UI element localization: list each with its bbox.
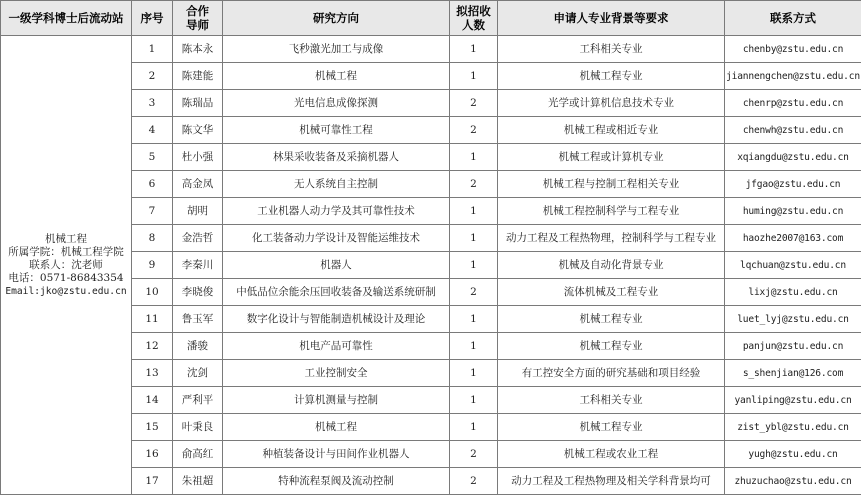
cell-supervisor: 李晓俊 [173, 279, 223, 306]
department-email: Email:jko@zstu.edu.cn [1, 285, 131, 298]
cell-contact: jiannengchen@zstu.edu.cn [725, 63, 861, 90]
cell-quota: 1 [450, 36, 498, 63]
cell-supervisor: 陈本永 [173, 36, 223, 63]
cell-contact: s_shenjian@126.com [725, 360, 861, 387]
cell-direction: 计算机测量与控制 [223, 387, 450, 414]
cell-background: 机械工程控制科学与工程专业 [498, 198, 725, 225]
cell-background: 动力工程及工程热物理及相关学科背景均可 [498, 468, 725, 495]
cell-background: 机械工程专业 [498, 63, 725, 90]
cell-quota: 1 [450, 333, 498, 360]
cell-supervisor: 沈剑 [173, 360, 223, 387]
cell-direction: 机器人 [223, 252, 450, 279]
cell-no: 11 [132, 306, 173, 333]
cell-background: 机械工程或计算机专业 [498, 144, 725, 171]
cell-background: 工科相关专业 [498, 36, 725, 63]
cell-direction: 工业控制安全 [223, 360, 450, 387]
cell-quota: 2 [450, 117, 498, 144]
cell-contact: chenwh@zstu.edu.cn [725, 117, 861, 144]
cell-quota: 1 [450, 252, 498, 279]
cell-direction: 无人系统自主控制 [223, 171, 450, 198]
cell-direction: 中低品位余能余压回收装备及输送系统研制 [223, 279, 450, 306]
cell-supervisor: 陈瑞品 [173, 90, 223, 117]
cell-direction: 工业机器人动力学及其可靠性技术 [223, 198, 450, 225]
cell-background: 动力工程及工程热物理，控制科学与工程专业 [498, 225, 725, 252]
cell-contact: zhuzuchao@zstu.edu.cn [725, 468, 861, 495]
header-quota [450, 1, 498, 36]
cell-background: 机械工程或农业工程 [498, 441, 725, 468]
cell-quota: 2 [450, 468, 498, 495]
cell-no: 5 [132, 144, 173, 171]
cell-no: 7 [132, 198, 173, 225]
cell-supervisor: 叶秉良 [173, 414, 223, 441]
cell-contact: haozhe2007@163.com [725, 225, 861, 252]
cell-background: 机械工程或相近专业 [498, 117, 725, 144]
cell-no: 9 [132, 252, 173, 279]
header-background: 申请人专业背景等要求 [498, 1, 725, 36]
cell-direction: 机械可靠性工程 [223, 117, 450, 144]
cell-quota: 1 [450, 225, 498, 252]
cell-background: 有工控安全方面的研究基础和项目经验 [498, 360, 725, 387]
header-no: 序号 [132, 1, 173, 36]
header-supervisor-label: 合作导师 [184, 4, 212, 32]
cell-background: 光学或计算机信息技术专业 [498, 90, 725, 117]
header-quota-label: 拟招收人数 [454, 4, 494, 32]
cell-direction: 光电信息成像探测 [223, 90, 450, 117]
cell-no: 8 [132, 225, 173, 252]
cell-supervisor: 俞高红 [173, 441, 223, 468]
cell-no: 2 [132, 63, 173, 90]
cell-contact: chenby@zstu.edu.cn [725, 36, 861, 63]
cell-quota: 2 [450, 441, 498, 468]
cell-supervisor: 李秦川 [173, 252, 223, 279]
department-person: 联系人：沈老师 [1, 259, 131, 272]
header-supervisor [173, 1, 223, 36]
cell-contact: chenrp@zstu.edu.cn [725, 90, 861, 117]
cell-quota: 1 [450, 414, 498, 441]
cell-background: 机械工程专业 [498, 306, 725, 333]
cell-direction: 种植装备设计与田间作业机器人 [223, 441, 450, 468]
cell-no: 15 [132, 414, 173, 441]
cell-background: 工科相关专业 [498, 387, 725, 414]
cell-quota: 1 [450, 198, 498, 225]
cell-quota: 2 [450, 279, 498, 306]
header-row [1, 1, 861, 36]
cell-supervisor: 严利平 [173, 387, 223, 414]
cell-supervisor: 高金凤 [173, 171, 223, 198]
department-info [1, 36, 132, 495]
cell-quota: 1 [450, 144, 498, 171]
cell-contact: xqiangdu@zstu.edu.cn [725, 144, 861, 171]
cell-background: 机械工程专业 [498, 414, 725, 441]
cell-supervisor: 胡明 [173, 198, 223, 225]
cell-contact: lqchuan@zstu.edu.cn [725, 252, 861, 279]
cell-quota: 1 [450, 387, 498, 414]
table-body [1, 36, 861, 495]
cell-no: 4 [132, 117, 173, 144]
cell-contact: yanliping@zstu.edu.cn [725, 387, 861, 414]
cell-supervisor: 鲁玉军 [173, 306, 223, 333]
department-name: 机械工程 [1, 233, 131, 246]
cell-contact: huming@zstu.edu.cn [725, 198, 861, 225]
header-station: 一级学科博士后流动站 [1, 1, 132, 36]
cell-supervisor: 陈建能 [173, 63, 223, 90]
cell-direction: 飞秒激光加工与成像 [223, 36, 450, 63]
cell-no: 1 [132, 36, 173, 63]
cell-contact: yugh@zstu.edu.cn [725, 441, 861, 468]
cell-direction: 机械工程 [223, 414, 450, 441]
cell-direction: 机械工程 [223, 63, 450, 90]
cell-quota: 2 [450, 171, 498, 198]
cell-contact: lixj@zstu.edu.cn [725, 279, 861, 306]
cell-direction: 林果采收装备及采摘机器人 [223, 144, 450, 171]
cell-supervisor: 陈文华 [173, 117, 223, 144]
cell-no: 17 [132, 468, 173, 495]
cell-background: 机械工程专业 [498, 333, 725, 360]
department-phone: 电话：0571-86843354 [1, 272, 131, 285]
cell-supervisor: 杜小强 [173, 144, 223, 171]
cell-no: 3 [132, 90, 173, 117]
cell-supervisor: 潘骏 [173, 333, 223, 360]
cell-no: 13 [132, 360, 173, 387]
cell-contact: luet_lyj@zstu.edu.cn [725, 306, 861, 333]
header-direction: 研究方向 [223, 1, 450, 36]
department-college: 所属学院：机械工程学院 [1, 246, 131, 259]
cell-background: 机械及自动化背景专业 [498, 252, 725, 279]
cell-direction: 数字化设计与智能制造机械设计及理论 [223, 306, 450, 333]
cell-no: 6 [132, 171, 173, 198]
cell-background: 流体机械及工程专业 [498, 279, 725, 306]
cell-background: 机械工程与控制工程相关专业 [498, 171, 725, 198]
cell-contact: panjun@zstu.edu.cn [725, 333, 861, 360]
cell-supervisor: 金浩哲 [173, 225, 223, 252]
header-contact: 联系方式 [725, 1, 861, 36]
cell-contact: jfgao@zstu.edu.cn [725, 171, 861, 198]
cell-no: 12 [132, 333, 173, 360]
cell-no: 10 [132, 279, 173, 306]
cell-quota: 2 [450, 90, 498, 117]
cell-no: 16 [132, 441, 173, 468]
cell-direction: 化工装备动力学设计及智能运维技术 [223, 225, 450, 252]
cell-direction: 特种流程泵阀及流动控制 [223, 468, 450, 495]
table-row [1, 36, 861, 63]
cell-quota: 1 [450, 63, 498, 90]
cell-quota: 1 [450, 306, 498, 333]
cell-direction: 机电产品可靠性 [223, 333, 450, 360]
cell-supervisor: 朱祖超 [173, 468, 223, 495]
cell-quota: 1 [450, 360, 498, 387]
cell-no: 14 [132, 387, 173, 414]
cell-contact: zist_ybl@zstu.edu.cn [725, 414, 861, 441]
